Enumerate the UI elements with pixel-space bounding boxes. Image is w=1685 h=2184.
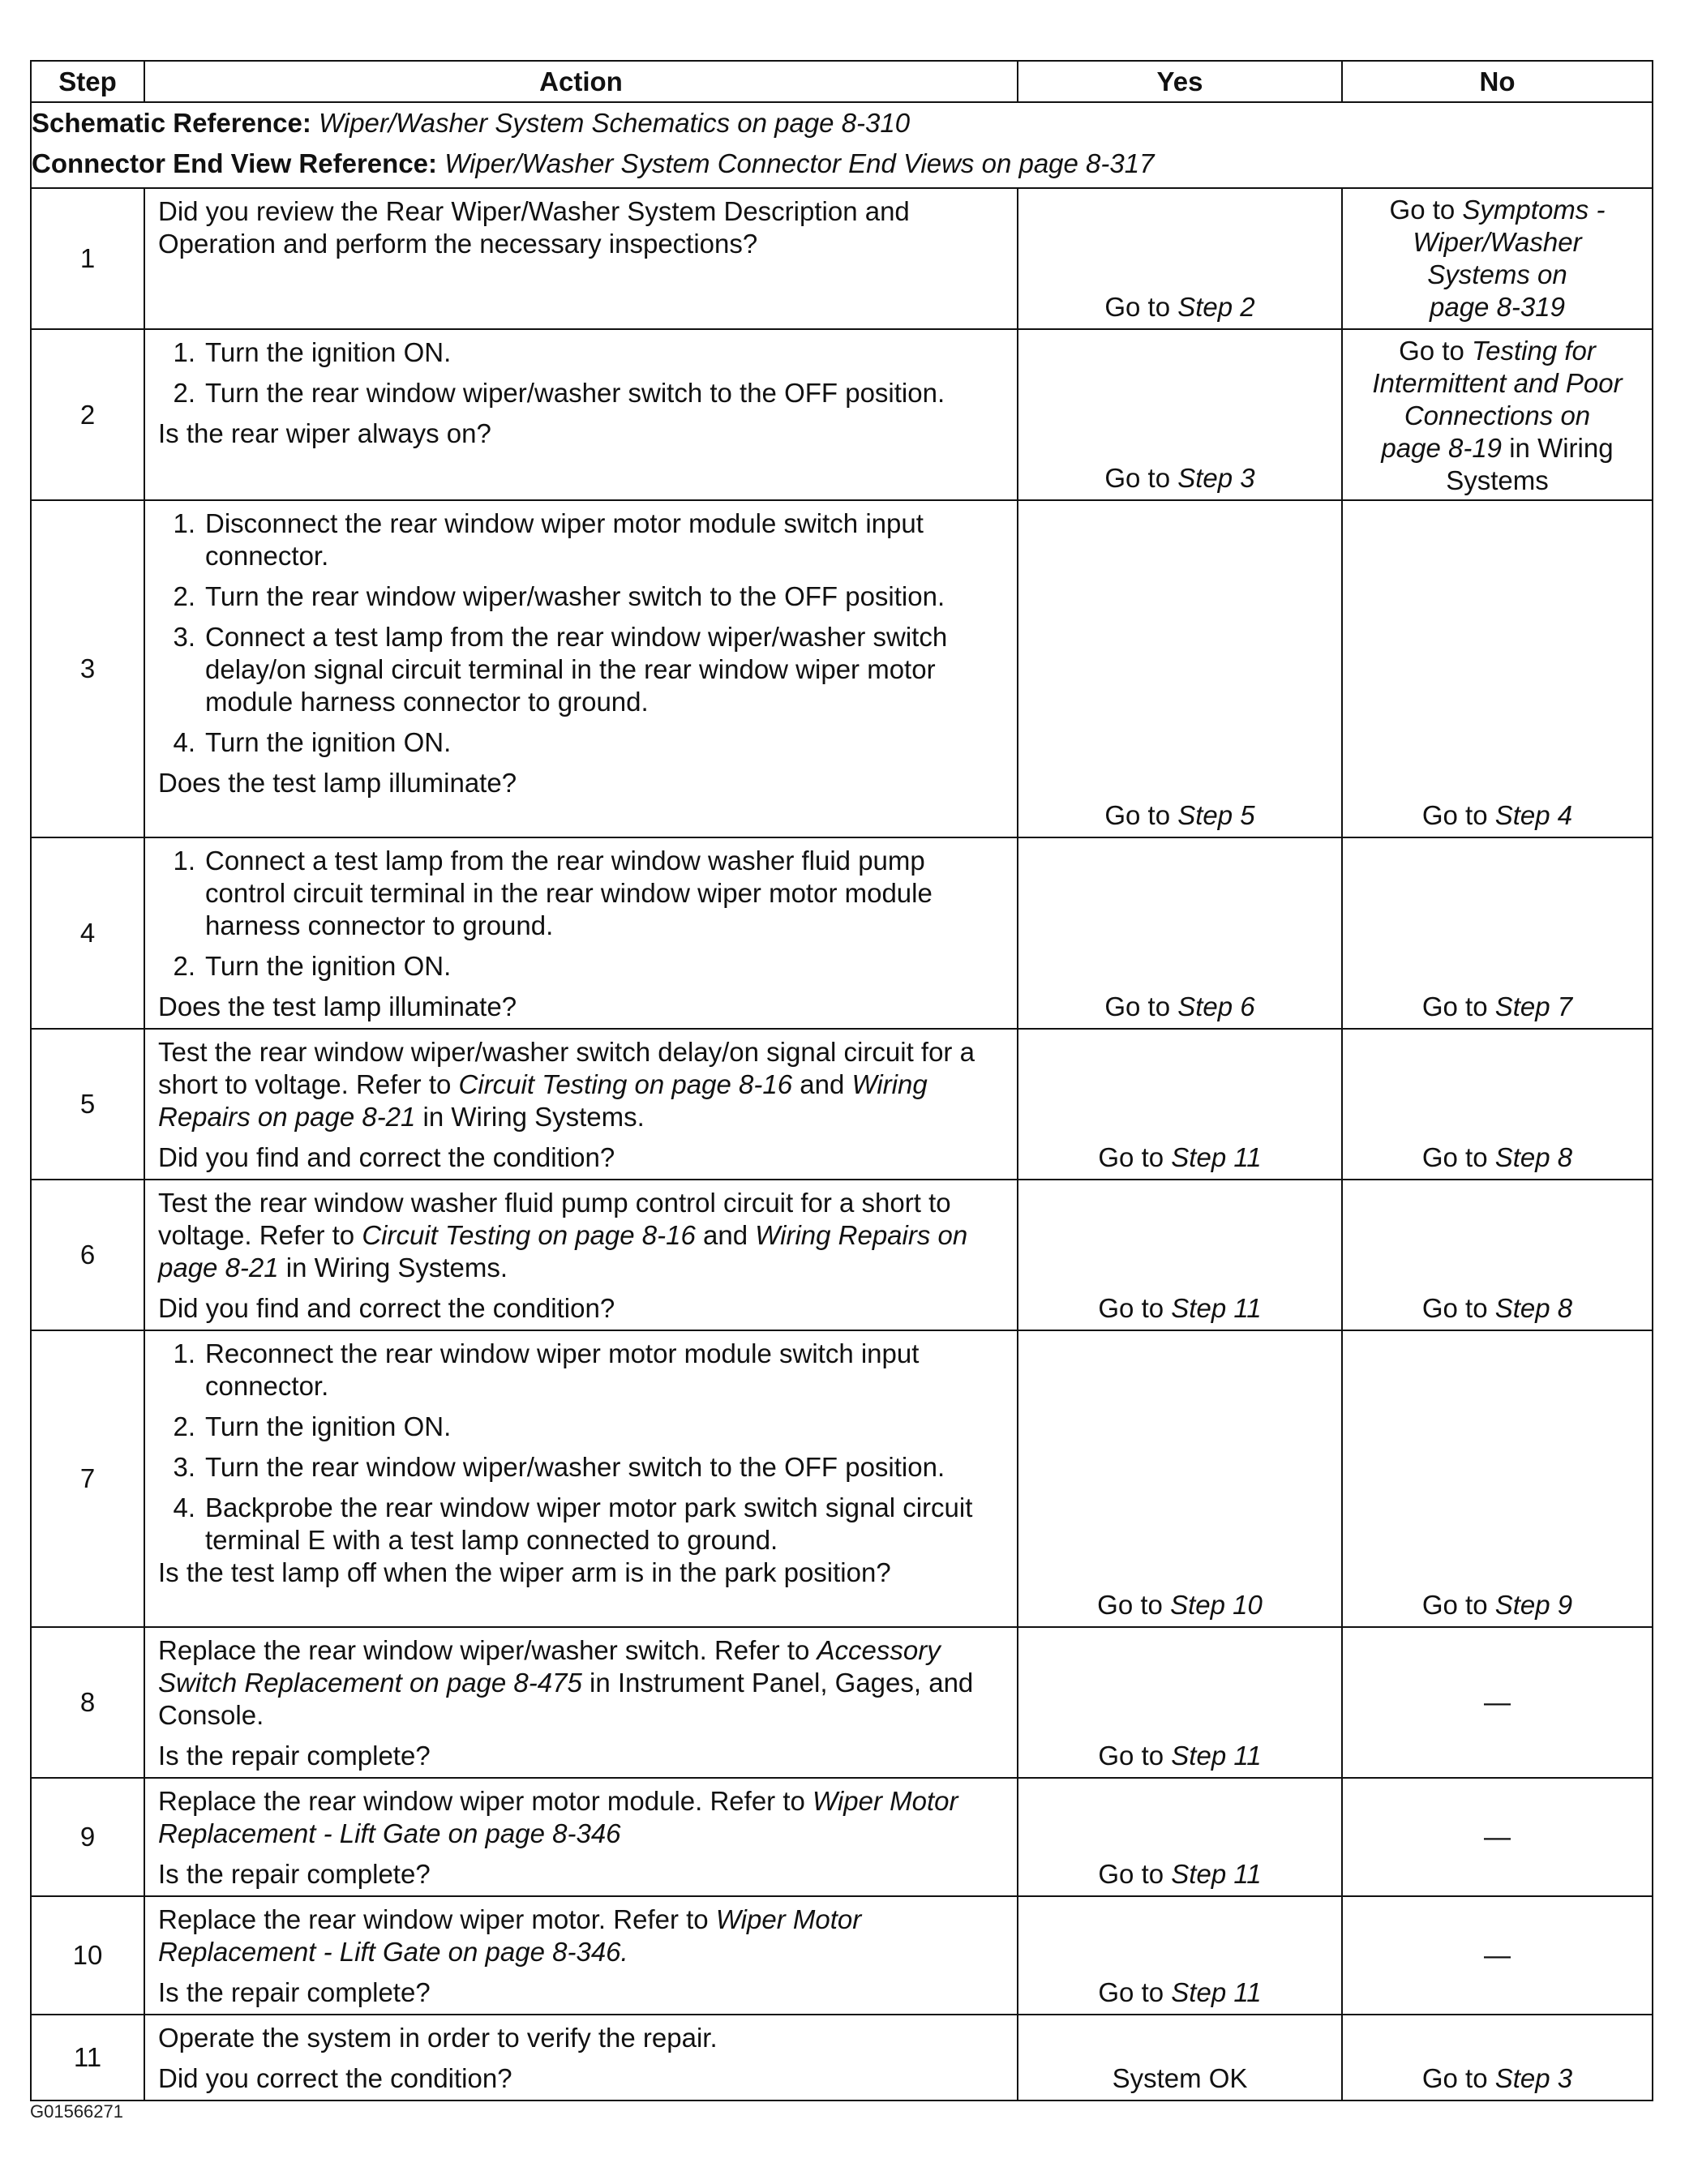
action-cell — [144, 188, 1018, 329]
list-item: 1. Connect a test lamp from the rear window washer fluid pump control circuit terminal in the rear window wiper motor module harness connector to ground. — [173, 846, 933, 940]
reference-link[interactable]: Circuit Testing on page 8-16 — [362, 1220, 696, 1250]
answer-prefix: Go to — [1098, 1977, 1172, 2007]
schematic-reference-label: Schematic Reference: — [32, 108, 311, 138]
step-row — [31, 1778, 1653, 1896]
list-item: 2. Turn the ignition ON. — [173, 1411, 452, 1441]
step-number: 1 — [31, 188, 144, 329]
question-text: Did you correct the condition? — [158, 2063, 512, 2093]
question-text: Does the test lamp illuminate? — [158, 991, 517, 1021]
step-row — [31, 1627, 1653, 1778]
step-link[interactable]: Step 11 — [1171, 1142, 1262, 1172]
step-number: 4 — [31, 837, 144, 1029]
yes-cell — [1018, 329, 1342, 500]
action-cell — [144, 1029, 1018, 1180]
answer-link[interactable]: Intermittent and Poor — [1372, 368, 1623, 398]
action-steps-list — [158, 845, 1002, 983]
list-item: 4. Turn the ignition ON. — [173, 727, 452, 757]
action-steps-list — [158, 336, 1002, 409]
no-cell — [1342, 1330, 1653, 1627]
yes-cell — [1018, 1896, 1342, 2015]
reference-link[interactable]: Circuit Testing on page 8-16 — [458, 1069, 793, 1099]
action-cell — [144, 1778, 1018, 1896]
schematic-reference — [32, 103, 1652, 143]
answer-link[interactable]: Wiper/Washer — [1413, 227, 1582, 257]
answer-prefix: Go to — [1104, 991, 1178, 1021]
answer-prefix: Go to — [1104, 800, 1178, 830]
step-link[interactable]: Step 11 — [1171, 1741, 1262, 1771]
answer-link[interactable]: Systems on — [1427, 259, 1567, 289]
step-number: 10 — [31, 1896, 144, 2015]
no-answer[interactable] — [1343, 2062, 1652, 2095]
step-row — [31, 1896, 1653, 2015]
question-text: Is the rear wiper always on? — [158, 418, 491, 448]
answer-link[interactable]: Connections on — [1404, 400, 1591, 430]
step-row — [31, 329, 1653, 500]
question-text: Is the repair complete? — [158, 1741, 431, 1771]
action-text: Replace the rear window wiper/washer switch. Refer to Accessory Switch Replacement on page 8-475 in Instrument Panel, Gages, and Console. — [158, 1635, 974, 1730]
no-cell — [1342, 188, 1653, 329]
step-number: 6 — [31, 1180, 144, 1330]
action-cell — [144, 1180, 1018, 1330]
step-number: 8 — [31, 1627, 144, 1778]
yes-answer[interactable] — [1018, 462, 1341, 495]
step-row — [31, 500, 1653, 837]
no-cell — [1342, 837, 1653, 1029]
step-link[interactable]: Step 4 — [1494, 800, 1573, 830]
answer-prefix: Go to — [1098, 1741, 1172, 1771]
reference-link[interactable]: Wiring Repairs on page 8-21 — [158, 1220, 968, 1283]
no-cell — [1342, 1896, 1653, 2015]
action-text: Test the rear window washer fluid pump control circuit for a short to voltage. Refer to Circuit Testing on page 8-16 and Wiring Repairs on page 8-21 in Wiring Systems. — [158, 1188, 968, 1283]
step-number: 2 — [31, 329, 144, 500]
step-link[interactable]: Step 10 — [1170, 1590, 1263, 1620]
answer-prefix: Go to — [1389, 195, 1463, 225]
list-item: 3. Turn the rear window wiper/washer switch to the OFF position. — [173, 1452, 945, 1482]
step-row — [31, 2015, 1653, 2100]
yes-cell — [1018, 500, 1342, 837]
action-cell — [144, 1896, 1018, 2015]
no-answer[interactable] — [1343, 1141, 1652, 1174]
no-cell — [1342, 1778, 1653, 1896]
action-text: Replace the rear window wiper motor. Refer to Wiper Motor Replacement - Lift Gate on page 8-346. — [158, 1904, 862, 1967]
answer-prefix: Go to — [1421, 2063, 1495, 2093]
answer-text: in Wiring — [1502, 433, 1614, 463]
answer-prefix: Go to — [1104, 292, 1178, 322]
step-row — [31, 1029, 1653, 1180]
question-text: Does the test lamp illuminate? — [158, 768, 517, 798]
question-text: Did you find and correct the condition? — [158, 1293, 615, 1323]
step-row — [31, 1330, 1653, 1627]
reference-cell — [31, 102, 1653, 188]
no-cell — [1342, 500, 1653, 837]
connector-reference-link[interactable]: Wiper/Washer System Connector End Views on page 8-317 — [444, 148, 1155, 178]
action-cell — [144, 1330, 1018, 1627]
step-link[interactable]: Step 3 — [1177, 463, 1255, 493]
header-step: Step — [31, 61, 144, 102]
yes-cell — [1018, 1330, 1342, 1627]
yes-answer[interactable] — [1018, 1740, 1341, 1772]
yes-answer[interactable] — [1018, 991, 1341, 1023]
reference-row — [31, 102, 1653, 188]
answer-prefix: Go to — [1098, 1859, 1172, 1889]
no-cell — [1342, 1029, 1653, 1180]
list-item: 1. Disconnect the rear window wiper motor module switch input connector. — [173, 508, 924, 571]
list-item: 1. Turn the ignition ON. — [173, 337, 452, 367]
step-number: 9 — [31, 1778, 144, 1896]
step-row — [31, 1180, 1653, 1330]
not-applicable-dash: — — [1484, 1940, 1511, 1970]
step-link[interactable]: Step 8 — [1494, 1142, 1573, 1172]
list-item: 2. Turn the rear window wiper/washer switch to the OFF position. — [173, 581, 945, 611]
action-cell — [144, 837, 1018, 1029]
action-cell — [144, 329, 1018, 500]
action-cell — [144, 1627, 1018, 1778]
step-number: 5 — [31, 1029, 144, 1180]
action-cell — [144, 2015, 1018, 2100]
list-item: 2. Turn the ignition ON. — [173, 951, 452, 981]
yes-cell — [1018, 188, 1342, 329]
answer-link[interactable]: Symptoms - — [1462, 195, 1606, 225]
list-item: 1. Reconnect the rear window wiper motor module switch input connector. — [173, 1338, 920, 1401]
step-link[interactable]: Step 9 — [1494, 1590, 1573, 1620]
reference-link[interactable]: Wiring Repairs on page 8-21 — [158, 1069, 928, 1132]
no-cell — [1342, 2015, 1653, 2100]
yes-answer[interactable] — [1018, 1858, 1341, 1891]
reference-link[interactable]: Accessory Switch Replacement on page 8-475 — [158, 1635, 941, 1698]
not-applicable-dash: — — [1484, 1687, 1511, 1717]
step-link[interactable]: Step 11 — [1171, 1977, 1262, 2007]
yes-answer[interactable] — [1018, 291, 1341, 323]
header-yes: Yes — [1018, 61, 1342, 102]
step-row — [31, 837, 1653, 1029]
answer-prefix: Go to — [1421, 1293, 1495, 1323]
question-text: Is the test lamp off when the wiper arm is in the park position? — [158, 1557, 891, 1587]
step-link[interactable]: Step 3 — [1494, 2063, 1573, 2093]
yes-cell — [1018, 1627, 1342, 1778]
action-text: Replace the rear window wiper motor module. Refer to Wiper Motor Replacement - Lift Gate on page 8-346 — [158, 1786, 958, 1848]
action-text: Test the rear window wiper/washer switch delay/on signal circuit for a short to voltage. Refer to Circuit Testing on page 8-16 and Wiring Repairs on page 8-21 in Wiring Systems. — [158, 1037, 975, 1132]
answer-text: Systems — [1446, 465, 1549, 495]
action-cell — [144, 500, 1018, 837]
yes-cell — [1018, 2015, 1342, 2100]
no-answer[interactable] — [1343, 330, 1652, 497]
step-number: 11 — [31, 2015, 144, 2100]
yes-answer[interactable] — [1018, 1589, 1341, 1621]
step-row — [31, 188, 1653, 329]
step-link[interactable]: Step 6 — [1177, 991, 1255, 1021]
answer-link[interactable]: page 8-319 — [1430, 292, 1565, 322]
step-number: 3 — [31, 500, 144, 837]
header-action: Action — [144, 61, 1018, 102]
connector-reference — [32, 143, 1652, 184]
step-link[interactable]: Step 5 — [1177, 800, 1255, 830]
yes-answer[interactable] — [1018, 1976, 1341, 2009]
reference-link[interactable]: Wiper Motor Replacement - Lift Gate on page 8-346. — [158, 1904, 862, 1967]
yes-cell — [1018, 1029, 1342, 1180]
answer-prefix: Go to — [1421, 800, 1495, 830]
no-answer[interactable] — [1343, 1292, 1652, 1325]
action-text: Did you review the Rear Wiper/Washer System Description and Operation and perform the necessary inspections? — [158, 196, 910, 259]
step-number: 7 — [31, 1330, 144, 1627]
step-link[interactable]: Step 8 — [1494, 1293, 1573, 1323]
question-text: Is the repair complete? — [158, 1977, 431, 2007]
action-text: Operate the system in order to verify the repair. — [158, 2023, 718, 2053]
header-row — [31, 61, 1653, 102]
yes-answer[interactable] — [1018, 1292, 1341, 1325]
answer-prefix: Go to — [1399, 336, 1472, 366]
answer-prefix: Go to — [1097, 1590, 1171, 1620]
question-text: Did you find and correct the condition? — [158, 1142, 615, 1172]
reference-link[interactable]: Wiper Motor Replacement - Lift Gate on page 8-346 — [158, 1786, 958, 1848]
step-link[interactable]: Step 11 — [1171, 1293, 1262, 1323]
figure-code: G01566271 — [30, 2101, 123, 2122]
no-answer[interactable] — [1343, 799, 1652, 832]
yes-answer[interactable] — [1018, 799, 1341, 832]
action-steps-list — [158, 1338, 1002, 1557]
answer-prefix: Go to — [1421, 1142, 1495, 1172]
step-link[interactable]: Step 11 — [1171, 1859, 1262, 1889]
yes-cell — [1018, 837, 1342, 1029]
answer-prefix: Go to — [1098, 1293, 1172, 1323]
action-steps-list — [158, 507, 1002, 759]
yes-cell — [1018, 1180, 1342, 1330]
answer-link[interactable]: Testing for — [1472, 336, 1596, 366]
step-link[interactable]: Step 7 — [1494, 991, 1573, 1021]
answer-link[interactable]: page 8-19 — [1381, 433, 1503, 463]
header-no: No — [1342, 61, 1653, 102]
not-applicable-dash: — — [1484, 1822, 1511, 1852]
yes-answer[interactable]: System OK — [1112, 2063, 1248, 2093]
answer-prefix: Go to — [1104, 463, 1178, 493]
question-text: Is the repair complete? — [158, 1859, 431, 1889]
step-link[interactable]: Step 2 — [1177, 292, 1255, 322]
list-item: 3. Connect a test lamp from the rear window wiper/washer switch delay/on signal circuit terminal in the rear window wiper motor module harness connector to ground. — [173, 622, 948, 717]
no-answer[interactable] — [1343, 991, 1652, 1023]
list-item: 4. Backprobe the rear window wiper motor park switch signal circuit terminal E with a test lamp connected to ground. — [173, 1492, 973, 1555]
list-item: 2. Turn the rear window wiper/washer switch to the OFF position. — [173, 378, 945, 408]
answer-prefix: Go to — [1421, 991, 1495, 1021]
no-cell — [1342, 329, 1653, 500]
yes-cell — [1018, 1778, 1342, 1896]
no-cell — [1342, 1627, 1653, 1778]
no-answer[interactable] — [1343, 189, 1652, 323]
no-answer[interactable] — [1343, 1589, 1652, 1621]
answer-prefix: Go to — [1421, 1590, 1495, 1620]
diagnostic-table — [30, 60, 1653, 2101]
connector-reference-label: Connector End View Reference: — [32, 148, 438, 178]
yes-answer[interactable] — [1018, 1141, 1341, 1174]
answer-prefix: Go to — [1098, 1142, 1172, 1172]
schematic-reference-link[interactable]: Wiper/Washer System Schematics on page 8-310 — [319, 108, 911, 138]
no-cell — [1342, 1180, 1653, 1330]
